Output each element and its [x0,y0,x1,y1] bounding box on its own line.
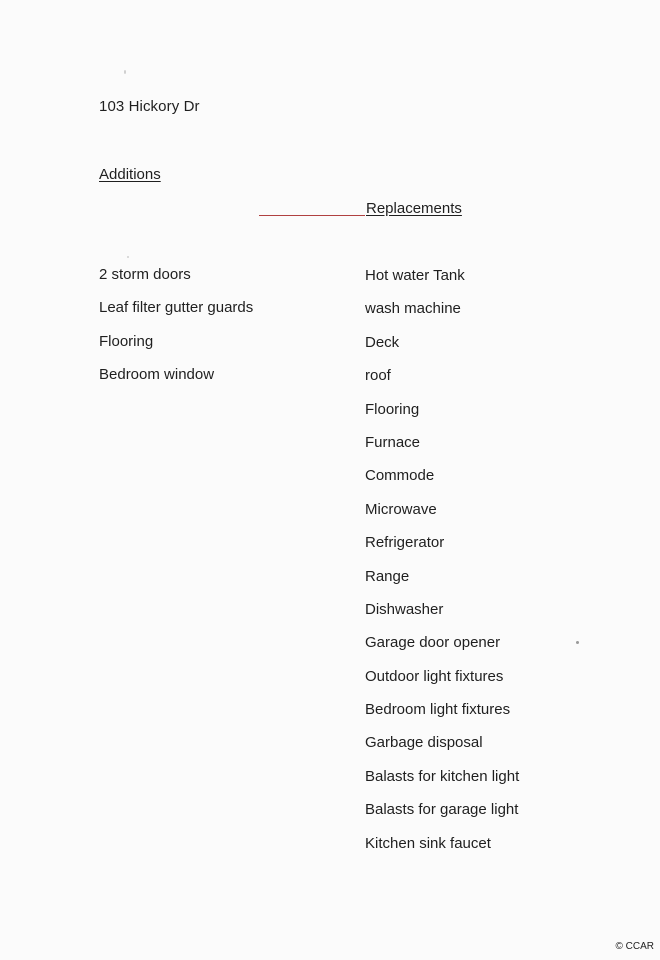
list-item: Balasts for garage light [365,801,519,819]
list-item: Furnace [365,433,421,451]
copyright-notice: © CCAR [615,941,654,952]
list-item: Commode [365,467,435,485]
list-item: Balasts for kitchen light [365,767,520,785]
list-item: Kitchen sink faucet [365,834,491,852]
list-item: roof [365,367,391,385]
property-address: 103 Hickory Dr [99,98,200,115]
additions-list [99,266,253,400]
list-item: Microwave [365,500,437,518]
list-item: Garbage disposal [365,734,483,752]
replacements-header [259,200,461,220]
scan-speck [127,256,129,258]
replacements-heading: Replacements [366,200,462,217]
additions-heading: Additions [99,166,161,183]
list-item: Deck [365,333,400,351]
list-item: 2 storm doors [99,266,191,283]
list-item: Flooring [99,332,154,350]
list-item: Garage door opener [365,634,501,652]
scan-speck [124,70,126,74]
list-item: Refrigerator [365,534,445,552]
list-item: Hot water Tank [365,267,465,284]
replacements-list [365,267,519,868]
list-item: Range [365,567,410,585]
list-item: Leaf filter gutter guards [99,299,254,317]
list-item: Bedroom light fixtures [365,701,511,719]
list-item: wash machine [365,300,461,318]
scan-speck [576,641,579,644]
red-rule-line [259,215,365,216]
list-item: Outdoor light fixtures [365,667,504,685]
list-item: Dishwasher [365,600,444,618]
list-item: Bedroom window [99,366,215,384]
list-item: Flooring [365,400,420,418]
